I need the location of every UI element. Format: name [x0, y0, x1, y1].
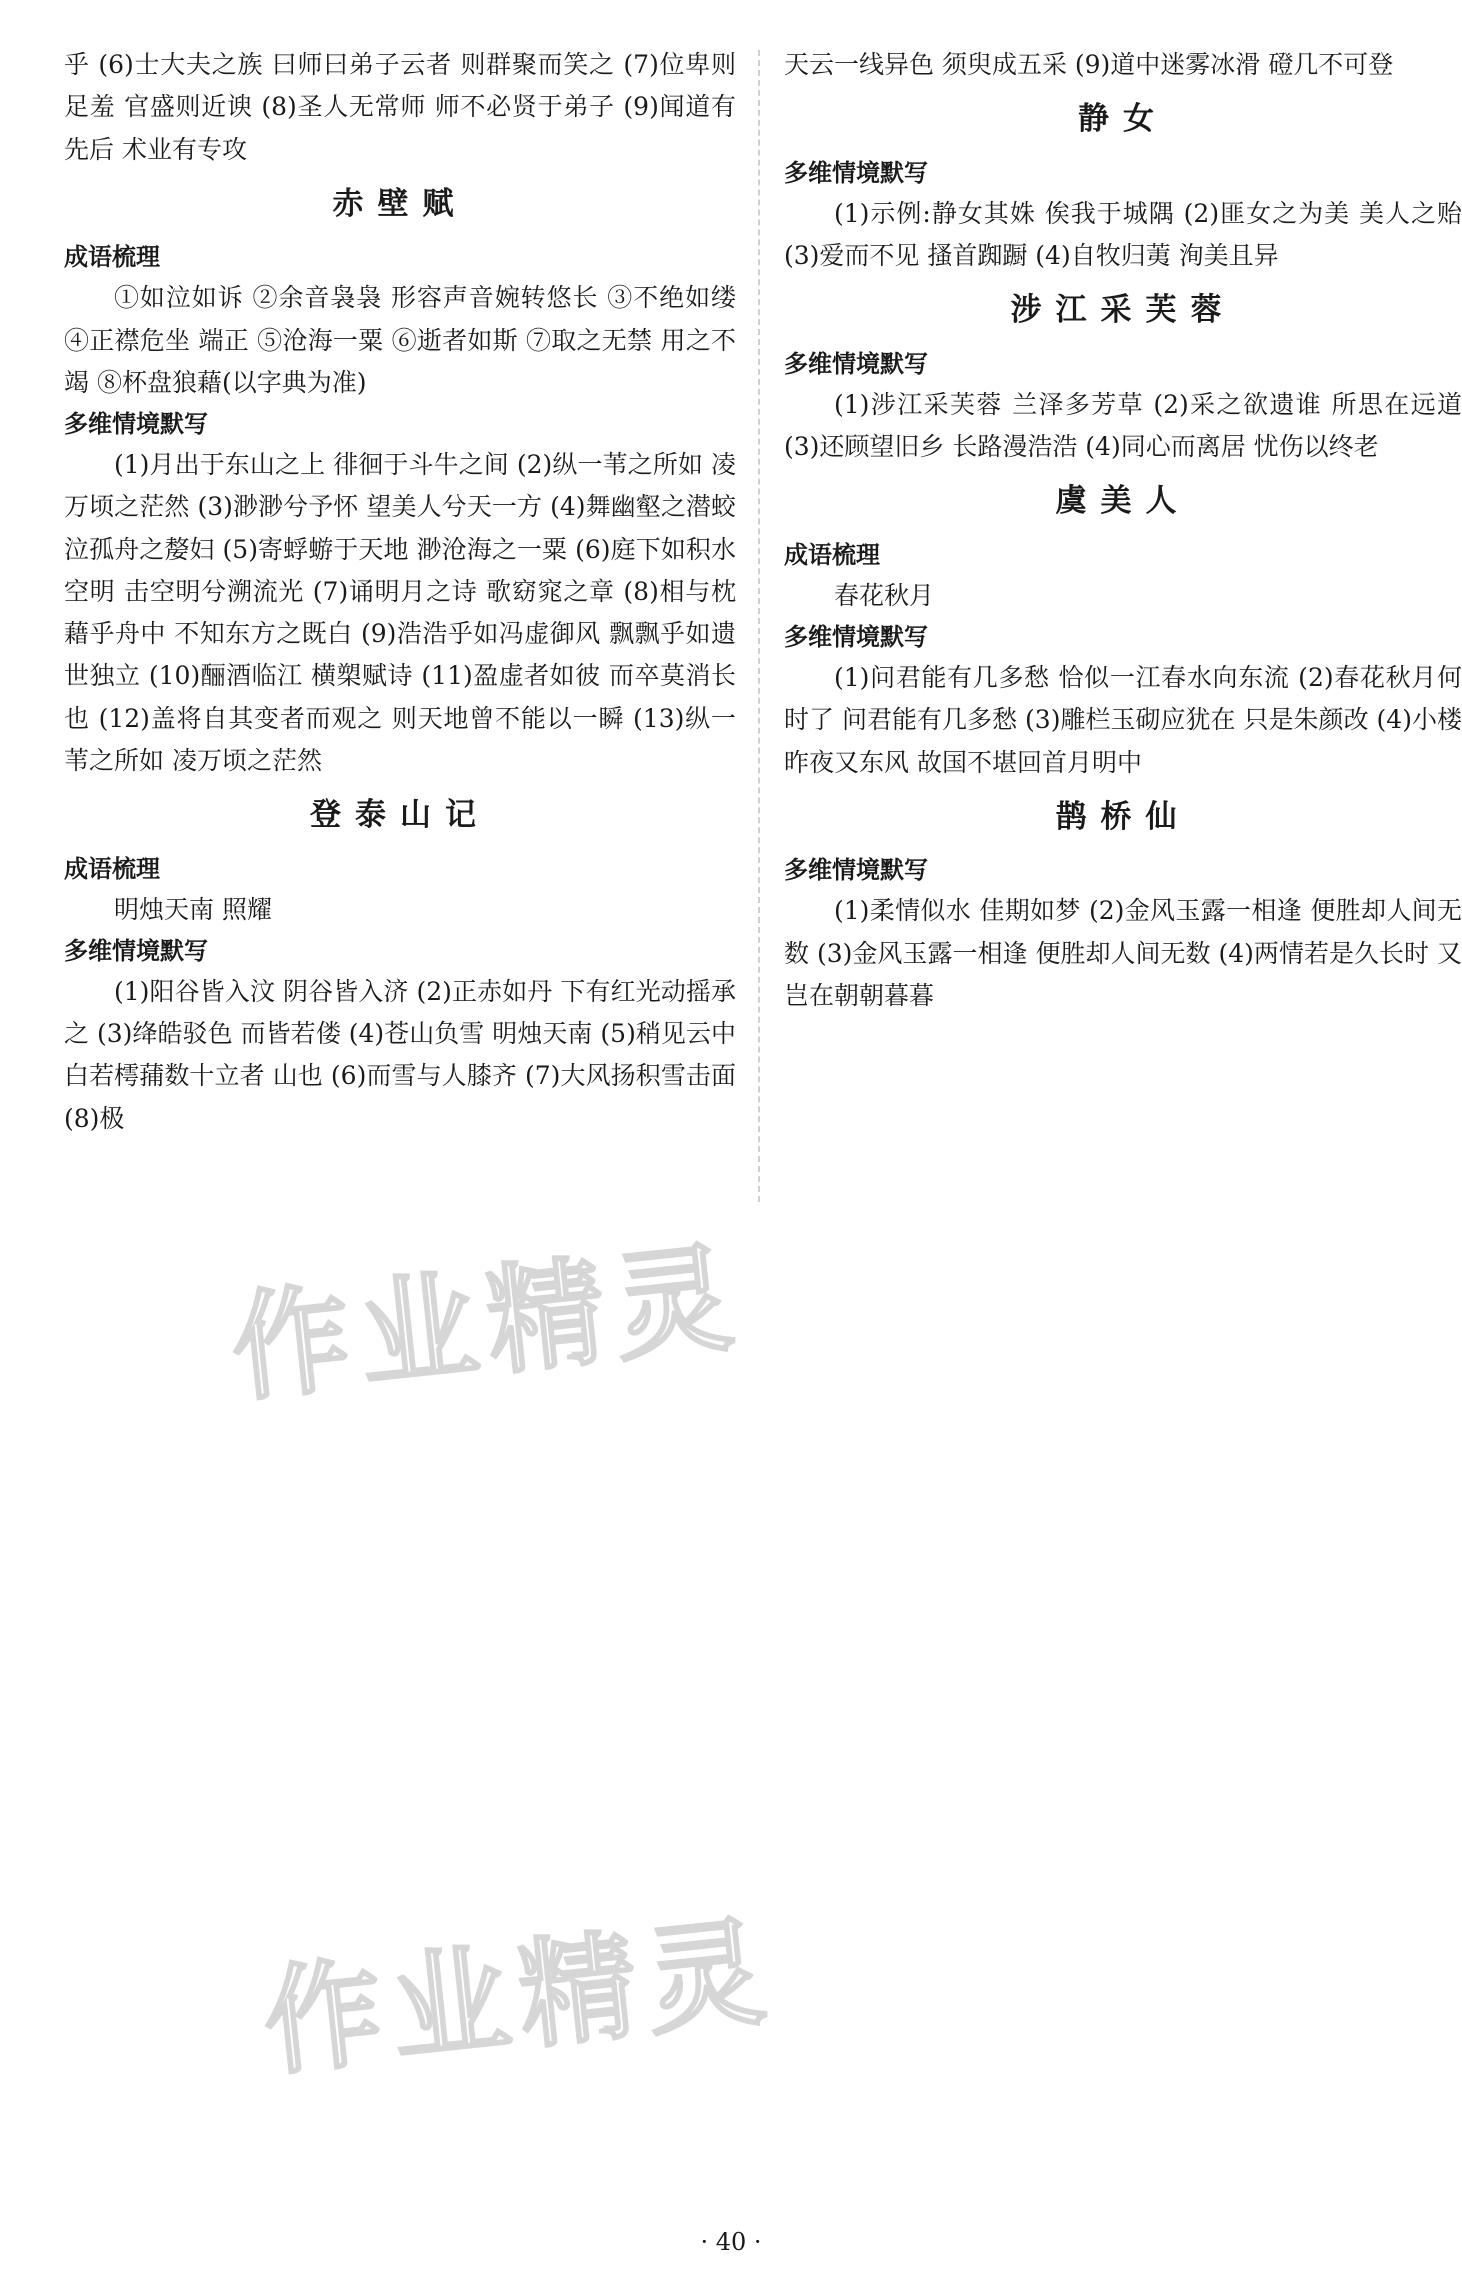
section-title-taishan: 登泰山记 — [310, 797, 490, 833]
dictation-text: (1)问君能有几多愁 恰似一江春水向东流 (2)春花秋月何时了 问君能有几多愁 (3)雕栏玉砌应犹在 只是朱颜改 (4)小楼昨夜又东风 故国不堪回首月明中 — [784, 663, 1462, 777]
section-title-shejiang: 涉江采芙蓉 — [1010, 292, 1236, 329]
dictation-text: (1)示例:静女其姝 俟我于城隅 (2)匪女之为美 美人之贻 (3)爱而不见 搔首踟蹰 (4)自牧归荑 洵美且异 — [784, 198, 1462, 270]
dictation-heading: 多维情境默写 — [784, 856, 928, 885]
idiom-heading: 成语梳理 — [784, 540, 880, 569]
dictation-text: (1)柔情似水 佳期如梦 (2)金风玉露一相逢 便胜却人间无数 (3)金风玉露一相逢 便胜却人间无数 (4)两情若是久长时 又岂在朝朝暮暮 — [784, 896, 1462, 1010]
left-intro-text: 乎 (6)士大夫之族 曰师曰弟子云者 则群聚而笑之 (7)位卑则足羞 官盛则近谀 (8)圣人无常师 师不必贤于弟子 (9)闻道有先后 术业有专攻 — [64, 50, 736, 164]
section-title-yumeiren: 虞美人 — [1055, 483, 1191, 520]
dictation-heading: 多维情境默写 — [64, 410, 208, 438]
column-divider — [758, 50, 760, 1202]
left-column — [64, 44, 736, 1140]
dictation-heading: 多维情境默写 — [64, 936, 208, 965]
dictation-heading: 多维情境默写 — [784, 349, 928, 378]
watermark: 作业精灵 — [257, 1901, 781, 2093]
idiom-heading: 成语梳理 — [64, 243, 160, 272]
dictation-text: (1)阳谷皆入汶 阴谷皆入济 (2)正赤如丹 下有红光动摇承之 (3)绛皓驳色 而皆若偻 (4)苍山负雪 明烛天南 (5)稍见云中白若樗蒱数十立者 山也 (6)而雪与人膝齐 (7)大风扬积雪击面 (8)极 — [64, 976, 736, 1133]
dictation-text: (1)月出于东山之上 徘徊于斗牛之间 (2)纵一苇之所如 凌万顷之茫然 (3)渺渺兮予怀 望美人兮天一方 (4)舞幽壑之潜蛟 泣孤舟之嫠妇 (5)寄蜉蝣于天地 渺沧海之一粟 (6)庭下如积水空明 击空明兮溯流光 (7)诵明月之诗 歌窈窕之章 (8)相与枕藉乎舟中 不知东方之既白 (9)浩浩乎如冯虚御风 飘飘乎如遗世独立 (10)酾酒临江 横槊赋诗 (11)盈虚者如彼 而卒莫消长也 (12)盖将自其变者而观之 则天地曾不能以一瞬 (13)纵一苇之所如 凌万顷之茫然 — [64, 450, 736, 775]
dictation-heading: 多维情境默写 — [784, 623, 928, 651]
section-title-queqiaoxian: 鹊桥仙 — [1055, 798, 1191, 835]
page-number: · 40 · — [700, 2228, 762, 2256]
right-intro-text: 天云一线异色 须臾成五采 (9)道中迷雾冰滑 磴几不可登 — [784, 50, 1394, 79]
dictation-text: (1)涉江采芙蓉 兰泽多芳草 (2)采之欲遗谁 所思在远道 (3)还顾望旧乡 长路漫浩浩 (4)同心而离居 忧伤以终老 — [784, 389, 1462, 461]
idiom-text: 明烛天南 照耀 — [114, 894, 272, 924]
idiom-heading: 成语梳理 — [64, 854, 160, 883]
watermark: 作业精灵 — [225, 1227, 749, 1419]
idiom-text: ①如泣如诉 ②余音袅袅 形容声音婉转悠长 ③不绝如缕 ④正襟危坐 端正 ⑤沧海一粟 ⑥逝者如斯 ⑦取之无禁 用之不竭 ⑧杯盘狼藉(以字典为准) — [64, 283, 736, 397]
section-title-jingnv: 静女 — [1078, 101, 1168, 138]
right-column — [784, 44, 1462, 1017]
idiom-text: 春花秋月 — [834, 580, 935, 610]
section-title-chibifu: 赤壁赋 — [332, 185, 468, 222]
dictation-heading: 多维情境默写 — [784, 158, 928, 187]
